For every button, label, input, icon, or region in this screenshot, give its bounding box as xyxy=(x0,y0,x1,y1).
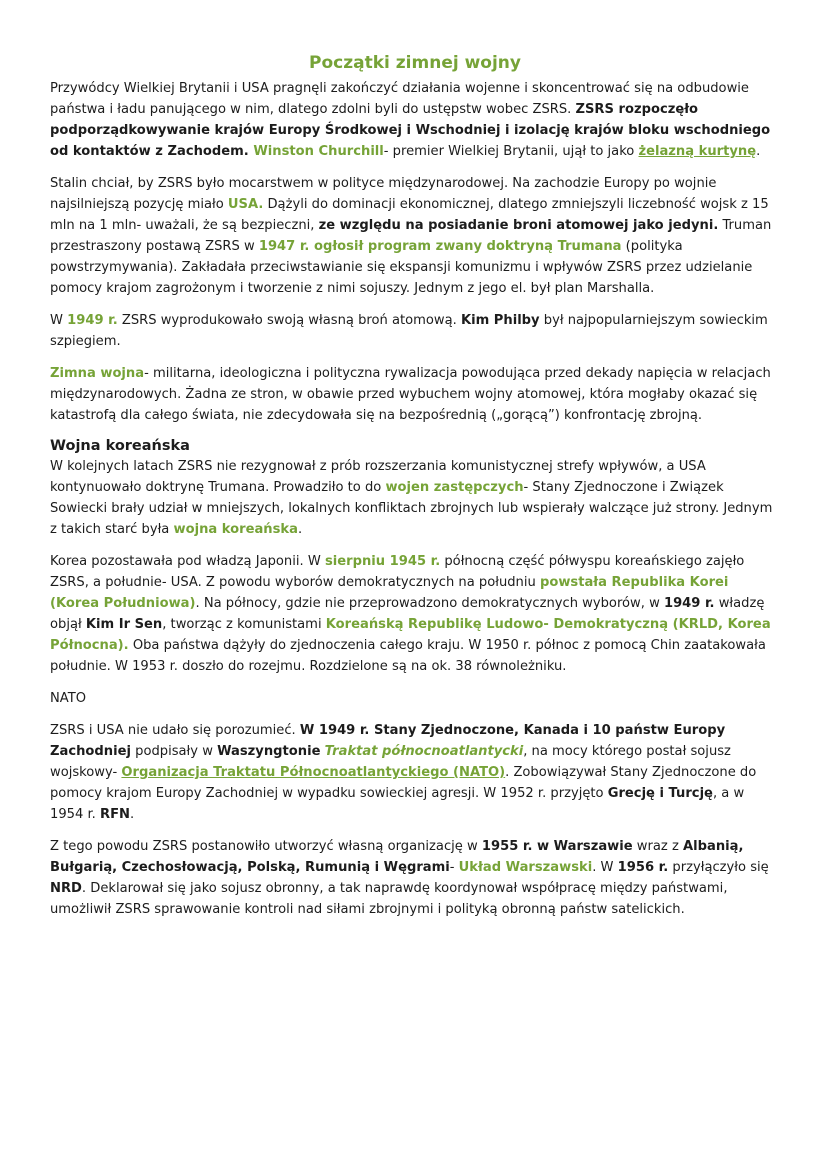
body-text: , na mocy którego postał sojusz wojskowy- xyxy=(50,744,731,780)
emphasis-text: ze względu na posiadanie broni atomowej jako jedyni. xyxy=(318,218,719,233)
paragraph-intro xyxy=(50,78,780,162)
emphasis-text: 1956 r. xyxy=(617,860,669,875)
section-heading-korean-war: Wojna koreańska xyxy=(50,438,190,454)
paragraph-stalin-truman xyxy=(50,173,780,299)
emphasis-text: Albanią, Bułgarią, Czechosłowacją, Polską, Rumunią i Węgrami xyxy=(50,839,744,875)
body-text: władzę objął xyxy=(50,596,765,632)
body-text: Oba państwa dążyły do zjednoczenia całego kraju. W 1950 r. północ z pomocą Chin zaatakowała południe. W 1953 r. doszło do rozejmu. Rozdzielone są na ok. 38 równoleżniku. xyxy=(50,638,766,674)
paragraph-warsaw-pact xyxy=(50,836,780,920)
emphasis-text: Koreańską Republikę Ludowo- Demokratyczną (KRLD, Korea Północna). xyxy=(50,617,771,653)
body-text: wraz z xyxy=(632,839,683,854)
emphasis-text: wojna koreańska xyxy=(173,522,298,537)
emphasis-text: Zimna wojna xyxy=(50,366,145,381)
body-text: . Zobowiązywał Stany Zjednoczone do pomocy krajom Europy Zachodniej w wypadku sowieckiej agresji. W 1952 r. przyjęto xyxy=(50,765,757,801)
paragraph-cold-war-definition xyxy=(50,363,780,426)
emphasis-text: W 1949 r. Stany Zjednoczone, Kanada i 10 państw Europy Zachodniej xyxy=(50,723,726,759)
body-text: , tworząc z komunistami xyxy=(162,617,326,632)
emphasis-text: Organizacja Traktatu Północnoatlantyckiego (NATO) xyxy=(121,765,506,780)
document-page xyxy=(50,52,780,931)
emphasis-text: 1949 r. xyxy=(663,596,715,611)
page-title: Początki zimnej wojny xyxy=(309,53,521,73)
emphasis-text: 1947 r. ogłosił program zwany doktryną Trumana xyxy=(258,239,622,254)
body-text: . Deklarował się jako sojusz obronny, a tak naprawdę koordynował współpracę między państwami, umożliwił ZSRS sprawowanie kontroli nad siłami zbrojnymi i polityką obronną państw satelickich. xyxy=(50,881,728,917)
body-text: Z tego powodu ZSRS postanowiło utworzyć własną organizację w xyxy=(50,839,482,854)
body-text: - militarna, ideologiczna i polityczna rywalizacja powodująca przed dekady napięcia w relacjach międzynarodowych. Żadna ze stron, w obawie przed wybuchem wojny atomowej, która mogłaby okazać się katastrofą dla całego świata, nie zdecydowała się na bezpośrednią („gorącą”) konfrontację zbrojną. xyxy=(50,366,771,423)
paragraph-atomic-bomb xyxy=(50,310,780,352)
emphasis-text: Winston Churchill xyxy=(253,144,384,159)
body-text: - xyxy=(449,860,459,875)
body-text: Korea pozostawała pod władzą Japonii. W xyxy=(50,554,325,569)
body-text: . xyxy=(130,807,135,822)
body-text: (polityka powstrzymywania). Zakładała przeciwstawianie się ekspansji komunizmu i wpływów ZSRS przez udzielanie pomocy krajom zagrożonym i tworzenie z nimi sojuszy. Jednym z jego el. był plan Marshalla. xyxy=(50,239,753,296)
body-text: . W xyxy=(592,860,618,875)
emphasis-text: sierpniu 1945 r. xyxy=(324,554,441,569)
body-text: . xyxy=(756,144,761,159)
emphasis-text: RFN xyxy=(100,807,130,822)
emphasis-text: żelazną kurtynę xyxy=(638,144,757,159)
body-text: - premier Wielkiej Brytanii, ujął to jako xyxy=(383,144,639,159)
body-text: . Na północy, gdzie nie przeprowadzono demokratycznych wyborów, w xyxy=(195,596,664,611)
emphasis-text: Traktat północnoatlantycki xyxy=(324,744,524,759)
body-text: W kolejnych latach ZSRS nie rezygnował z prób rozszerzania komunistycznej strefy wpływów, a USA kontynuowało doktrynę Trumana. Prowadziło to do xyxy=(50,459,706,495)
emphasis-text: USA. xyxy=(227,197,264,212)
body-text: ZSRS wyprodukowało swoją własną broń atomową. xyxy=(117,313,461,328)
emphasis-text: 1949 r. xyxy=(67,313,118,328)
emphasis-text: Waszyngtonie xyxy=(217,744,321,759)
body-text: Truman przestraszony postawą ZSRS w xyxy=(50,218,772,254)
body-text: . xyxy=(297,522,303,537)
emphasis-text: NRD xyxy=(50,881,82,896)
emphasis-text: ZSRS rozpoczęło podporządkowywanie krajów Europy Środkowej i Wschodniej i izolację krajów bloku wschodniego od kontaktów z Zachodem. xyxy=(50,102,771,159)
paragraph-korea xyxy=(50,551,780,677)
body-text: przyłączyło się xyxy=(668,860,769,875)
body-text: , a w 1954 r. xyxy=(50,786,745,822)
emphasis-text: 1955 r. w Warszawie xyxy=(481,839,633,854)
emphasis-text: Kim Philby xyxy=(460,313,540,328)
paragraph-proxy-wars xyxy=(50,456,780,540)
body-text: był najpopularniejszym sowieckim szpiegiem. xyxy=(50,313,768,349)
body-text: - Stany Zjednoczone i Związek Sowiecki brały udział w mniejszych, lokalnych konfliktach zbrojnych lub wspierały walczące już strony. Jednym z takich starć była xyxy=(50,480,773,537)
body-text: Przywódcy Wielkiej Brytanii i USA pragnęli zakończyć działania wojenne i skoncentrować się na odbudowie państwa i ładu panującego w nim, dlatego zdolni byli do ustępstw wobec ZSRS. xyxy=(50,81,749,117)
paragraph-nato xyxy=(50,720,780,825)
body-text: Dążyli do dominacji ekonomicznej, dlatego zmniejszyli liczebność wojsk z 15 mln na 1 mln- uważali, że są bezpieczni, xyxy=(50,197,769,233)
emphasis-text: Układ Warszawski xyxy=(458,860,593,875)
emphasis-text: wojen zastępczych xyxy=(385,480,524,495)
body-text: północną część półwyspu koreańskiego zajęło ZSRS, a południe- USA. Z powodu wyborów demokratycznych na południu xyxy=(50,554,745,590)
body-text: Stalin chciał, by ZSRS było mocarstwem w polityce międzynarodowej. Na zachodzie Europy po wojnie najsilniejszą pozycję miało xyxy=(50,176,717,212)
emphasis-text: Grecję i Turcję xyxy=(607,786,713,801)
emphasis-text: Kim Ir Sen xyxy=(85,617,163,632)
body-text: podpisały w xyxy=(130,744,218,759)
section-label-nato: NATO xyxy=(50,691,87,706)
body-text: W xyxy=(50,313,68,328)
emphasis-text: powstała Republika Korei (Korea Południowa) xyxy=(50,575,729,611)
body-text: ZSRS i USA nie udało się porozumieć. xyxy=(50,723,300,738)
